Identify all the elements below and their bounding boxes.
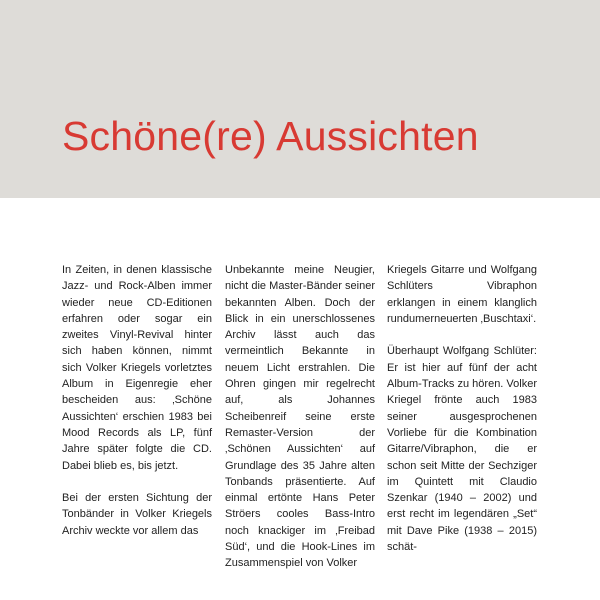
paragraph: Überhaupt Wolfgang Schlüter: Er ist hier auf fünf der acht Album-Tracks zu hören. Volker Kriegel frönte auch 1983 seiner ausgesprochenen Vorliebe für die Kombination Gitarre/Vibraphon, die er schon seit Mitte der Sechziger im Quintett mit Claudio Szenkar (1940 – 2002) und erst recht im legendären „Set“ mit Dave Pike (1938 – 2015) schät-	[387, 345, 537, 554]
paragraph: In Zeiten, in denen klassische Jazz- und Rock-Alben immer wieder neue CD-Editionen erfahren oder sogar ein zweites Vinyl-Revival hinter sich haben können, nimmt sich Volker Kriegels vorletztes Album in Eigenregie eher bescheiden aus: ‚Schöne Aussichten‘ erschien 1983 bei Mood Records als LP, fünf Jahre später folgte die CD. Dabei blieb es, bis jetzt.	[62, 264, 212, 472]
paragraph: Bei der ersten Sichtung der Tonbänder in Volker Kriegels Archiv weckte vor allem das	[62, 492, 212, 537]
paragraph: Unbekannte meine Neugier, nicht die Master-Bänder seiner bekannten Alben. Doch der Blick in ein unerschlossenes Archiv lässt auch das vermeintlich Bekannte in neuem Licht erstrahlen. Die Ohren gingen mir regelrecht auf, als Johannes Scheibenreif seine erste Remaster-Version der ‚Schönen Aussichten‘ auf Grundlage des 35 Jahre alten Tonbands präsentierte. Auf einmal ertönte Hans Peter Ströers cooles Bass-Intro noch knackiger im ‚Freibad Süd‘, und die Hook-Lines im Zusammenspiel von Volker	[225, 264, 375, 570]
text-column-1	[62, 262, 212, 539]
paragraph: Kriegels Gitarre und Wolfgang Schlüters Vibraphon erklangen in einem klanglich rundumerneuerten ‚Buschtaxi‘.	[387, 264, 537, 325]
page-title: Schöne(re) Aussichten	[62, 113, 479, 159]
text-column-3	[387, 262, 537, 555]
text-column-2	[225, 262, 375, 572]
header-band	[0, 0, 600, 198]
